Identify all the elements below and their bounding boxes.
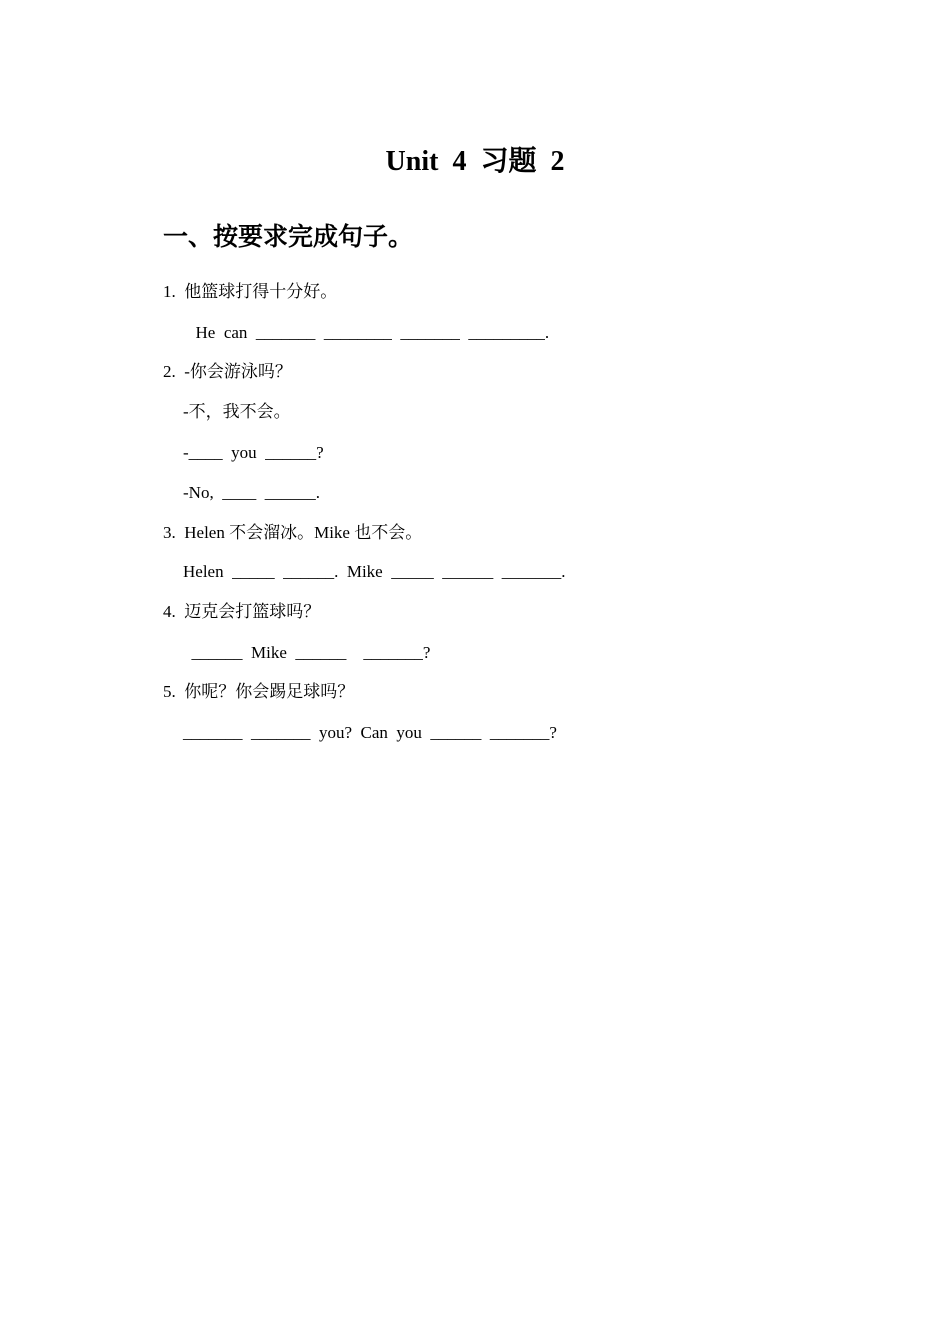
question-4-prompt: 4. 迈克会打篮球吗？ [163, 602, 321, 621]
question-4-answer-line: ______ Mike ______ _______? [183, 643, 431, 662]
question-3-prompt: 3. Helen 不会溜冰。Mike 也不会。 [163, 523, 423, 542]
question-5-answer-line: _______ _______ you? Can you ______ _______? [183, 723, 557, 742]
page-title: Unit 4 习题 2 [385, 146, 565, 177]
question-1-answer-line: He can _______ ________ _______ _________. [187, 323, 550, 342]
question-3-answer-line: Helen _____ ______. Mike _____ ______ _______. [183, 562, 566, 581]
question-2-answer-line-3: -No, ____ ______. [183, 483, 320, 502]
section-heading: 一、按要求完成句子。 [163, 224, 414, 251]
question-2-answer-line-2: -____ you ______? [183, 443, 324, 462]
question-5-prompt: 5. 你呢？你会踢足球吗？ [163, 682, 355, 701]
question-2-prompt: 2. -你会游泳吗？ [163, 362, 292, 381]
question-2-answer-line-1: -不，我不会。 [183, 402, 291, 421]
question-1-prompt: 1. 他篮球打得十分好。 [163, 282, 338, 301]
